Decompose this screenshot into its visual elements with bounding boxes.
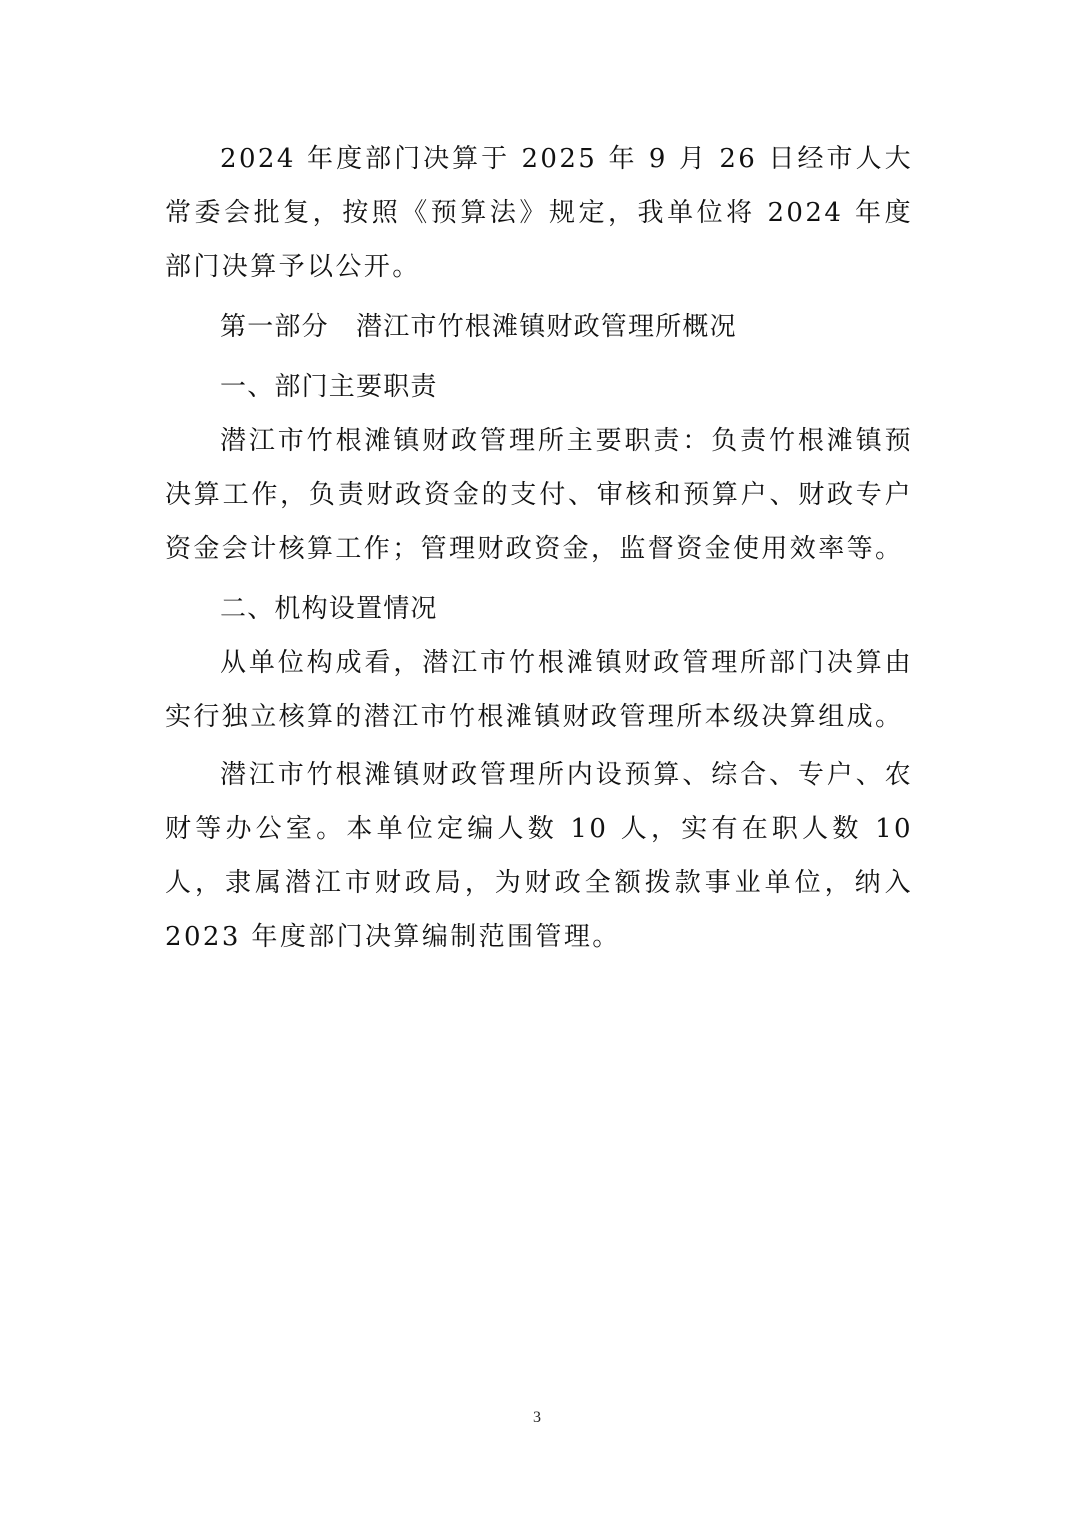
part-heading: 第一部分 潜江市竹根滩镇财政管理所概况 — [220, 312, 737, 342]
page-content — [165, 132, 913, 964]
page-number: 3 — [533, 1409, 541, 1426]
organization-paragraph-1: 从单位构成看，潜江市竹根滩镇财政管理所部门决算由实行独立核算的潜江市竹根滩镇财政管理所本级决算组成。 — [165, 648, 913, 732]
main-duties-paragraph: 潜江市竹根滩镇财政管理所主要职责：负责竹根滩镇预决算工作，负责财政资金的支付、审核和预算户、财政专户资金会计核算工作；管理财政资金，监督资金使用效率等。 — [165, 426, 913, 564]
section-heading-main-duties: 一、部门主要职责 — [220, 372, 438, 402]
section-heading-organization: 二、机构设置情况 — [220, 594, 438, 624]
organization-paragraph-2: 潜江市竹根滩镇财政管理所内设预算、综合、专户、农财等办公室。本单位定编人数 10 人，实有在职人数 10 人，隶属潜江市财政局，为财政全额拨款事业单位，纳入 2023 年度部门决算编制范围管理。 — [165, 760, 913, 952]
intro-paragraph: 2024 年度部门决算于 2025 年 9 月 26 日经市人大常委会批复，按照《预算法》规定，我单位将 2024 年度部门决算予以公开。 — [165, 144, 913, 282]
